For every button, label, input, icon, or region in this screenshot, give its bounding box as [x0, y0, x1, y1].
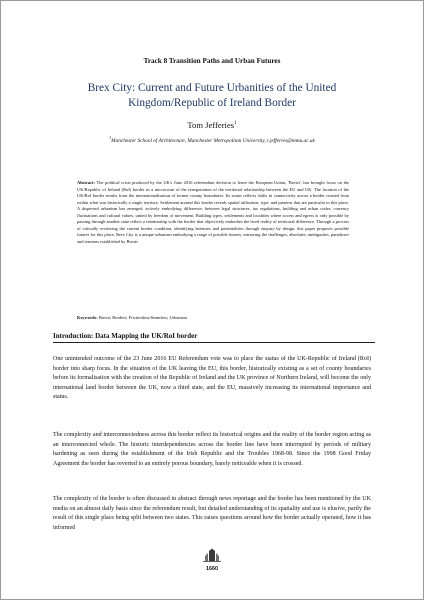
keywords-label: Keywords:: [77, 315, 98, 320]
body-paragraph-1: One unintended outcome of the 23 June 2016 EU Referendum vote was to place the status of the UK-Republic of Ireland (RoI) border into sharp focus. In the situation of the UK leaving the EU, this border, historically existing as a set of county boundaries before its formalisation with the creation of the Republic of Ireland and the UK province of Northern Ireland, will become the only international land border between the UK, now a third state, and the EU, massively increasing its international importance and status.: [53, 356, 371, 401]
author-superscript: 1: [234, 121, 237, 127]
abstract-text: The political crisis produced by the UK's June 2016 referendum decision to leave the European Union, 'Brexit', has brought focus on the UK/Republic of Ireland (RoI) border as a microcosm of the renegotiation of the territorial relationship between the EU and UK. The location of the UK/RoI border results from the internationalisation of former county boundaries. Its status reflects shifts in connectivity across a border created from within what was historically a single territory. Settlement around this border reveals spatial utilisation, type, and patterns that are particular to this place. A dispersed urbanism has emerged, actively embodying difference; between legal structures, tax regulations, building and urban codes, currency fluctuations and cultural values, united by freedom of movement. Building types, settlements and localities where access and egress is only possible by passing through another state reflect a relationship with the border that objectively embodies the lived reality of territorial difference. Through a process of critically reviewing the current border condition, identifying latencies and potentialities through enquiry by design, this paper proposes possible futures for this place. Brex City is a unique urbanism embodying a range of possible futures, mirroring the challenges, absolutes, ambiguities, paradoxes and tensions established by Brexit.: [77, 180, 349, 244]
affiliation-text: Manchester School of Architecture, Manchester Metropolitan University, t.jefferies@mmu.ac.uk: [111, 138, 315, 144]
title-line-2: Kingdom/Republic of Ireland Border: [128, 97, 296, 109]
affiliation-superscript: 1: [109, 135, 112, 141]
author-affiliation: [0, 135, 424, 145]
track-label: Track 8 Transition Paths and Urban Futures: [143, 57, 281, 65]
keywords: [77, 315, 349, 321]
author-name: [0, 120, 424, 130]
title-line-1: Brex City: Current and Future Urbanities of the United: [87, 82, 337, 94]
section-heading: Introduction: Data Mapping the UK/RoI border: [53, 331, 375, 343]
author-text: Tom Jefferies: [187, 120, 235, 130]
conference-logo-icon: [202, 548, 222, 562]
abstract-label: Abstract:: [77, 180, 95, 185]
abstract: [77, 180, 349, 245]
body-paragraph-2: The complexity and interconnectedness across this border reflect its historical origins and the reality of the border region acting as an interconnected whole. The historic interdependencies across the border line have been interrupted by periods of military hardening as seen during the establishment of the Irish Republic and the Troubles 1968-98. Since the 1998 Good Friday Agreement the border has reverted to an entirely porous boundary, barely noticeable when it is crossed.: [53, 432, 371, 467]
keywords-text: Brexit; Borders; Frictionless/Seamless; Urbanism: [98, 315, 187, 320]
body-paragraph-3: The complexity of the border is often discussed in abstract through news reportage and the border has been mentioned by the UK media on an almost daily basis since the referendum result, but detailed understanding of its spatiality and use is elusive, partly the result of this single place being split between two states. This raises questions around how the border actually operated, how it has informed: [53, 496, 371, 531]
paper-title: [48, 81, 376, 111]
page-number: 1660: [206, 566, 218, 572]
